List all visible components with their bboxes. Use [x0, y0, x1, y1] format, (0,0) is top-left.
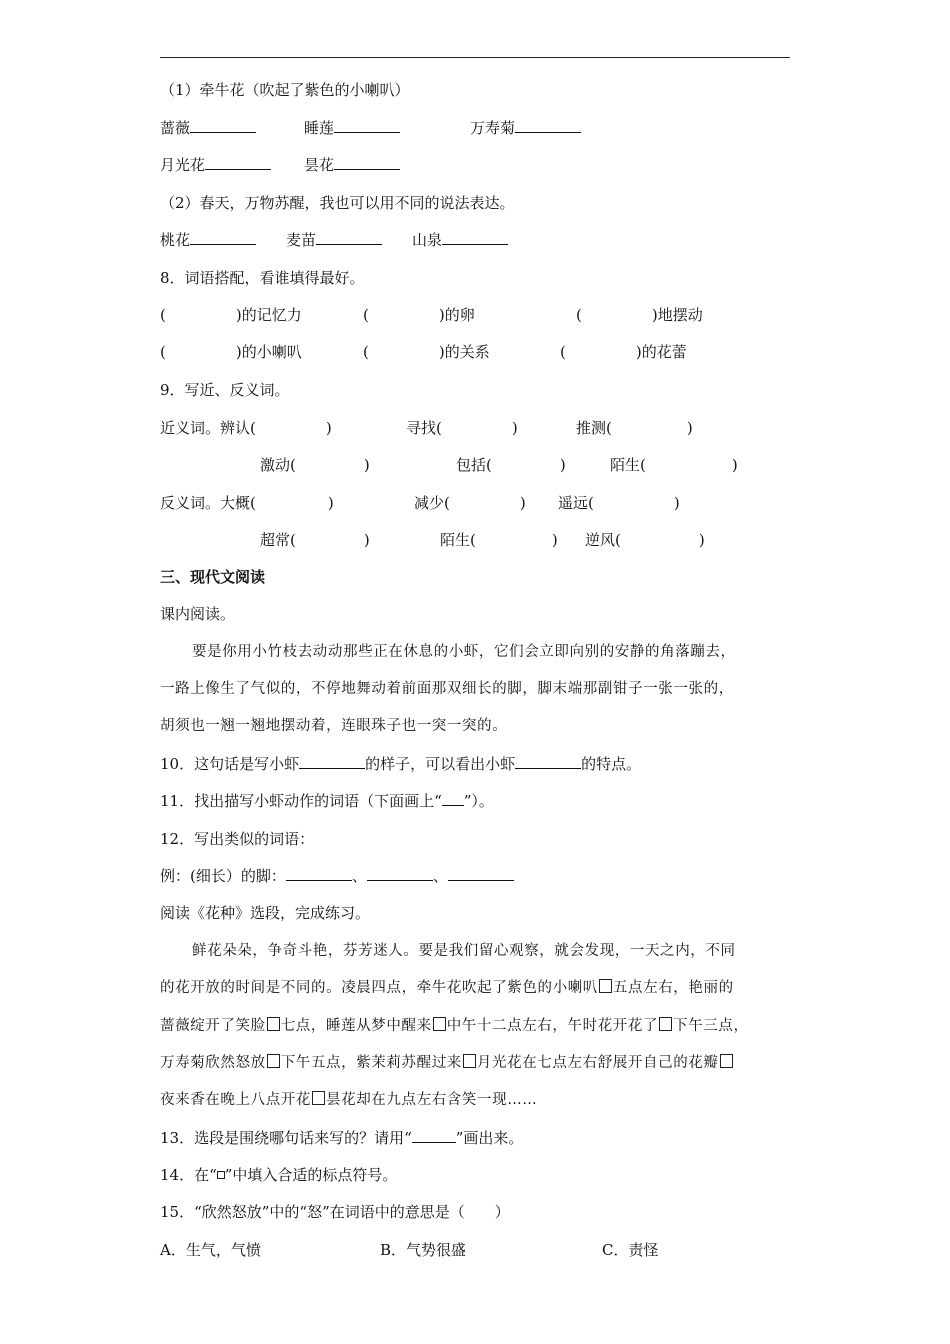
q7-item-wanshouju: 万寿菊	[470, 118, 581, 138]
q7-item-tanhua: 昙花	[304, 155, 400, 175]
q9-antonym-item[interactable]: 逆风( )	[585, 531, 705, 549]
q9-antonym-item[interactable]: 超常( )	[260, 531, 370, 549]
punctuation-box[interactable]	[267, 1054, 280, 1068]
q9-synonym-item[interactable]: 激动( )	[260, 456, 370, 474]
q8-item[interactable]: ( )的小喇叭	[160, 343, 302, 361]
passage-line: 夜来香在晚上八点开花 昙花却在九点左右含笑一现……	[160, 1092, 538, 1108]
q7-item-qiangwei: 蔷薇	[160, 118, 256, 138]
section-title: 三、现代文阅读	[160, 568, 266, 586]
answer-blank[interactable]	[190, 118, 256, 133]
q9-title: 9．写近、反义词。	[160, 381, 290, 399]
answer-blank[interactable]	[190, 230, 256, 245]
answer-blank[interactable]	[316, 230, 382, 245]
q7-part1-header: （1）牵牛花（吹起了紫色的小喇叭）	[160, 81, 410, 99]
answer-blank[interactable]	[442, 230, 508, 245]
q7-item-shuilian: 睡莲	[304, 118, 400, 138]
section-intro: 课内阅读。	[160, 605, 236, 623]
answer-blank[interactable]	[515, 754, 581, 769]
q9-antonym-item[interactable]: 减少( )	[414, 494, 526, 512]
q8-item[interactable]: ( )的记忆力	[160, 306, 302, 324]
answer-blank[interactable]	[367, 866, 433, 881]
q8-item[interactable]: ( )的关系	[363, 343, 490, 361]
passage-line: 蔷薇绽开了笑脸 七点，睡莲从梦中醒来 中午十二点左右，午时花开花了 下午三点，	[160, 1018, 749, 1034]
answer-blank[interactable]	[299, 754, 365, 769]
q8-title: 8．词语搭配，看谁填得最好。	[160, 269, 365, 287]
q9-synonym-item[interactable]: 近义词。辨认( )	[160, 419, 332, 437]
passage-line: 胡须也一翘一翘地摆动着，连眼珠子也一突一突的。	[160, 718, 508, 734]
passage-line: 万寿菊欣然怒放 下午五点，紫茉莉苏醒过来 月光花在七点左右舒展开自己的花瓣	[160, 1053, 734, 1073]
q12-example: 例：(细长）的脚： 、 、	[160, 866, 514, 886]
answer-blank[interactable]	[205, 155, 271, 170]
q12-title: 12．写出类似的词语：	[160, 830, 315, 848]
punctuation-box[interactable]	[312, 1091, 325, 1105]
q9-synonym-item[interactable]: 推测( )	[576, 419, 693, 437]
answer-blank[interactable]	[334, 155, 400, 170]
q9-synonym-item[interactable]: 陌生( )	[610, 456, 738, 474]
q9-antonym-item[interactable]: 陌生( )	[440, 531, 558, 549]
q7-part2-header: （2）春天，万物苏醒，我也可以用不同的说法表达。	[160, 194, 515, 212]
q9-antonym-item[interactable]: 遥远( )	[558, 494, 680, 512]
q7-item-taohua: 桃花	[160, 230, 256, 250]
punctuation-box[interactable]	[433, 1017, 446, 1031]
q8-item[interactable]: ( )地摆动	[576, 306, 703, 324]
q7-item-yueguanghua: 月光花	[160, 155, 271, 175]
q7-item-shanquan: 山泉	[412, 230, 508, 250]
q9-antonym-item[interactable]: 反义词。大概( )	[160, 494, 334, 512]
q8-item[interactable]: ( )的花蕾	[560, 343, 687, 361]
passage-line: 的花开放的时间是不同的。凌晨四点，牵牛花吹起了紫色的小喇叭 五点左右，艳丽的	[160, 980, 734, 996]
q15-option-b[interactable]: B．气势很盛	[380, 1241, 467, 1259]
box-symbol	[217, 1171, 225, 1179]
q10: 10．这句话是写小虾 的样子，可以看出小虾 的特点。	[160, 755, 642, 773]
q11: 11．找出描写小虾动作的词语（下面画上“ ”）。	[160, 792, 494, 810]
passage-line: 鲜花朵朵，争奇斗艳，芬芳迷人。要是我们留心观察，就会发现，一天之内，不同	[192, 943, 736, 959]
q15: 15．“欣然怒放”中的“怒”在词语中的意思是（ ）	[160, 1203, 510, 1221]
q9-synonym-item[interactable]: 寻找( )	[406, 419, 518, 437]
reading-intro: 阅读《花种》选段，完成练习。	[160, 904, 371, 922]
answer-blank[interactable]	[448, 866, 514, 881]
punctuation-box[interactable]	[659, 1017, 672, 1031]
punctuation-box[interactable]	[720, 1054, 733, 1068]
punctuation-box[interactable]	[599, 979, 612, 993]
underline-sample	[412, 1128, 456, 1143]
q7-item-maimiao: 麦苗	[286, 230, 382, 250]
header-rule	[160, 57, 790, 58]
punctuation-box[interactable]	[267, 1017, 280, 1031]
answer-blank[interactable]	[286, 866, 352, 881]
passage-line: 要是你用小竹枝去动动那些正在休息的小虾，它们会立即向别的安静的角落蹦去，	[192, 644, 736, 660]
punctuation-box[interactable]	[463, 1054, 476, 1068]
underline-sample	[442, 791, 464, 806]
q15-option-a[interactable]: A．生气，气愤	[160, 1241, 261, 1259]
answer-blank[interactable]	[334, 118, 400, 133]
q14: 14．在“ ”中填入合适的标点符号。	[160, 1166, 398, 1184]
passage-line: 一路上像生了气似的，不停地舞动着前面那双细长的脚，脚末端那副钳子一张一张的，	[160, 681, 734, 697]
q8-item[interactable]: ( )的卵	[363, 306, 475, 324]
q13: 13．选段是围绕哪句话来写的？请用“ ”画出来。	[160, 1129, 524, 1147]
q15-option-c[interactable]: C．责怪	[602, 1241, 659, 1259]
answer-blank[interactable]	[515, 118, 581, 133]
q9-synonym-item[interactable]: 包括( )	[456, 456, 566, 474]
